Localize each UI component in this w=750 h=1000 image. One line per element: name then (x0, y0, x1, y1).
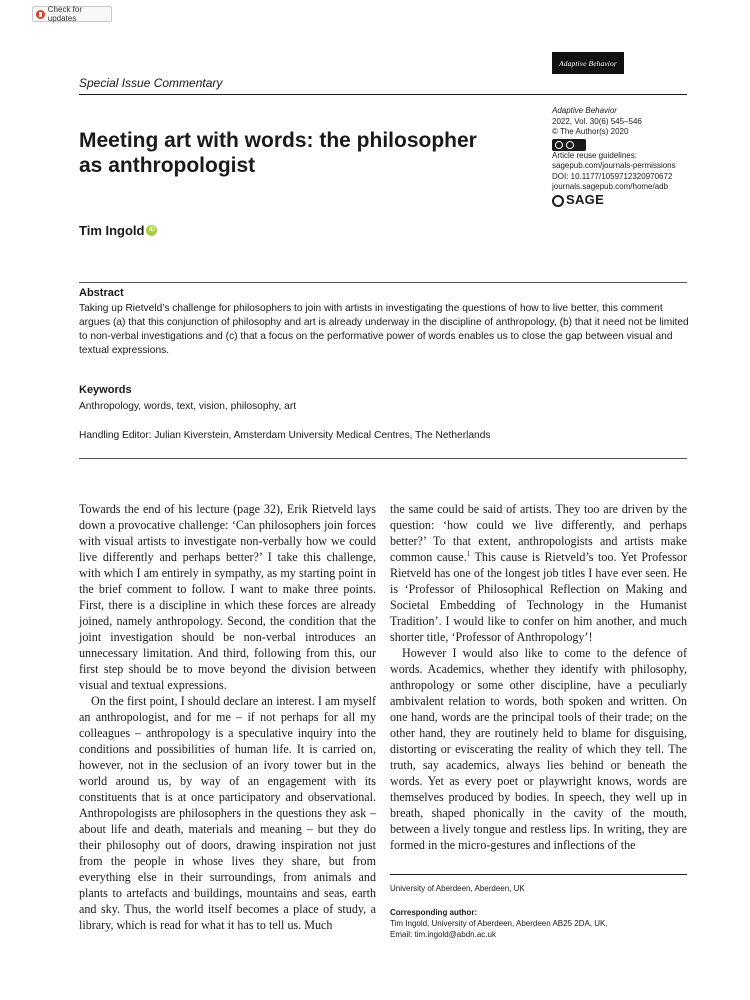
corresponding-author-address: Tim Ingold, University of Aberdeen, Aberdeen AB25 2DA, UK. (390, 919, 608, 928)
doi[interactable]: DOI: 10.1177/1059712320970672 (552, 171, 673, 181)
body-paragraph (390, 501, 687, 645)
author (79, 223, 157, 238)
author-name: Tim Ingold (79, 223, 145, 238)
abstract-text: Taking up Rietveld’s challenge for philosophers to join with artists in investigating the questions of how to live better, this comment argues (a) that this conjunction of philosophy and art is already underway in the discipline of anthropology, (b) that it need not be limited to non-verbal investigations and (c) that a focus on the performative power of words enables us to close the gap between visual and textual expressions. (79, 303, 689, 356)
check-for-updates-badge[interactable] (32, 6, 112, 22)
body-column-right (390, 501, 687, 853)
body-paragraph: Towards the end of his lecture (page 32), Erik Rietveld lays down a provocative challenge: ‘Can philosophers join forces with visual artists to investigate non-verbally how we could live differently and perhaps better?’ I take this challenge, with which I am entirely in sympathy, as my starting point in the brief comment to follow. I want to make three points. First, there is a discipline in which these forces are already joined, namely anthropology. Second, the condition that the joint investigation should be non-verbal introduces an unnecessary limitation. And third, following from this, our first step should be to move beyond the division between visual and textual expressions. (79, 502, 376, 692)
issue-info: 2022, Vol. 30(6) 545–546 (552, 116, 642, 126)
abstract-heading: Abstract (79, 287, 124, 299)
keywords-text: Anthropology, words, text, vision, philosophy, art (79, 401, 297, 412)
orcid-icon[interactable]: iD (146, 225, 157, 236)
article-meta (552, 106, 712, 207)
journal-logo-text: Adaptive Behavior (559, 58, 617, 68)
publisher-name: SAGE (566, 192, 605, 208)
body-paragraph: However I would also like to come to the defence of words. Academics, whether they identify with philosophy, anthropology or some other discipline, have a peculiarly ambivalent relation to words, both spoken and written. On one hand, words are the principal tools of their trade; on the other hand, they are routinely held to blame for disguising, distorting or eviscerating the reality of which they tell. The truth, say academics, always lies behind or beneath the words. Yet as every poet or playwright knows, words are themselves produced by bodies. In speech, they well up in breath, shaped phonically in the cavity of the mouth, between a lively tongue and restless lips. In writing, they are formed in the micro-gestures and inflections of the (390, 646, 687, 852)
publisher-logo (552, 192, 712, 208)
corresponding-author-email[interactable]: Email: tim.ingold@abdn.ac.uk (390, 930, 496, 939)
footnote-ref[interactable]: 1 (466, 549, 471, 558)
check-for-updates-label: Check for updates (47, 5, 82, 23)
section-label: Special Issue Commentary (79, 76, 223, 90)
journal-name: Adaptive Behavior (552, 106, 617, 115)
journal-logo (552, 52, 624, 74)
journal-home-link[interactable]: journals.sagepub.com/home/adb (552, 182, 669, 191)
body-paragraph: On the first point, I should declare an interest. I am myself an anthropologist, and for me – if not perhaps for all my colleagues – anthropology is a speculative inquiry into the conditions and possibilities of human life. It is carried on, however, not in the seclusion of an ivory tower but in the world around us, by way of an engagement with its constituents that is at once participatory and observational. Anthropologists are philosophers in the questions they ask – about life and death, materials and meaning – but they do their philosophy out of doors, drawing inspiration not just from the people in whose lives they share, but from everything else in their surroundings, from animals and plants to artefacts and buildings, mountains and seas, earth and sky. Thus, the world itself becomes a place of study, a library, which is read for what it has to tell us. Much (79, 694, 376, 932)
affiliation: University of Aberdeen, Aberdeen, UK (390, 884, 525, 893)
article-title: Meeting art with words: the philosopher as anthropologist (79, 129, 477, 177)
copyright: © The Author(s) 2020 (552, 127, 629, 136)
editor-divider (79, 458, 687, 459)
crossmark-icon (36, 10, 45, 19)
corresponding-author-heading: Corresponding author: (390, 908, 478, 917)
reuse-link[interactable]: sagepub.com/journals-permissions (552, 161, 676, 170)
body-text: This cause is Rietveld’s too. Yet Professor Rietveld has one of the longest job titles I have ever seen. He is ‘Professor of Philosophical Reflection on Making and Societal Embedding of Technology in the Humanist Tradition’. I would like to confer on him another, and much shorter title, ‘Professor of Anthropology’! (390, 550, 687, 644)
reuse-label: Article reuse guidelines: (552, 150, 637, 160)
abstract-divider (79, 282, 687, 283)
body-column-left (79, 501, 376, 933)
handling-editor: Handling Editor: Julian Kiverstein, Amsterdam University Medical Centres, The Netherlands (79, 430, 491, 441)
sage-icon (552, 195, 564, 207)
header-divider (79, 94, 687, 95)
body-text: the same could be said of artists. They too are driven by the question: ‘how could we live differently, and perhaps better?’ To that extent, anthropologists and artists make common cause. (390, 502, 687, 564)
cc-license-icon (552, 139, 586, 151)
keywords-heading: Keywords (79, 384, 132, 396)
footnote-divider (390, 874, 687, 875)
